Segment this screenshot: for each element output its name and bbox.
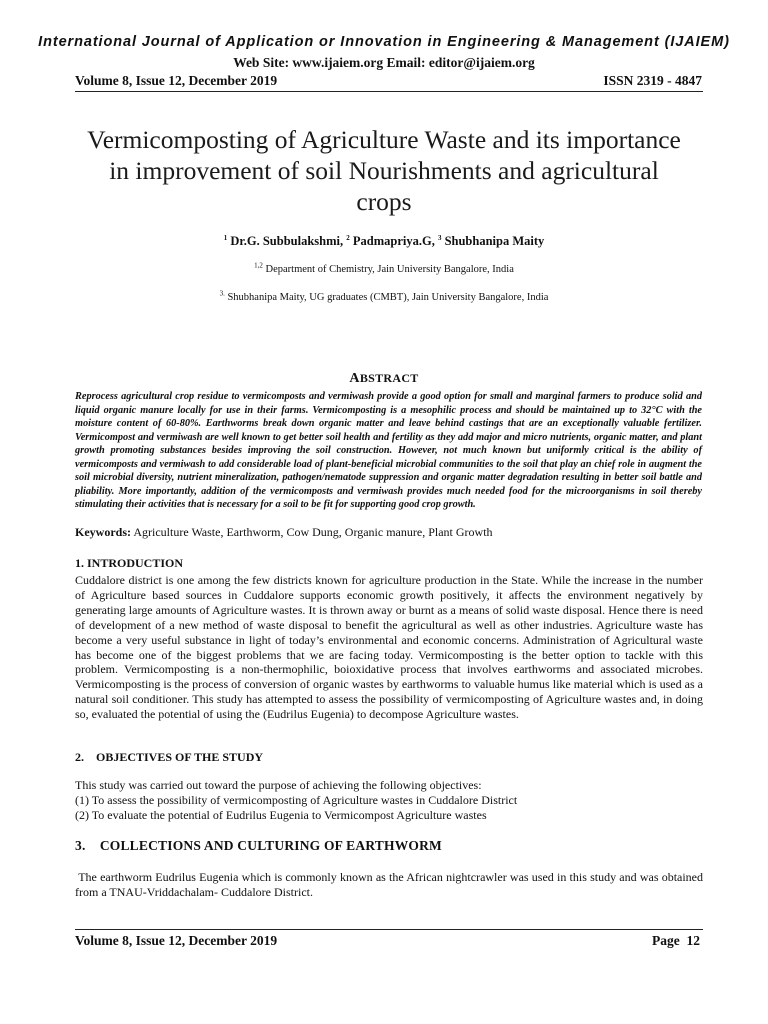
affiliation-2 (0, 289, 768, 303)
abstract-heading-rest: BSTRACT (359, 371, 419, 385)
paper-title: Vermicomposting of Agriculture Waste and its importance in improvement of soil Nourishments and agricultural crops (87, 125, 681, 216)
section-1-text: Cuddalore district is one among the few districts known for agriculture production in the State. While the increase in the number of Agriculture based sources in Cuddalore supports economic growth positively, it affects the environment negatively by generating large amounts of Agriculture wastes. It is thrown away or burnt as a means of solid waste disposal. Hence there is need of development of a new method of waste disposal to benefit the agricultural as well as other industries. Agriculture waste has become a very useful substance in light of today’s environmental and economic concerns. Administration of Agricultural waste has become one of the biggest problems that we are facing today. Vermicomposting is the better option to tackle with this problem. Vermicomposting is a non-thermophilic, boioxidative process that involves earthworms and associated microbes. Vermicomposting is the process of conversion of organic wastes by earthworms to valuable humus like material which is used as a natural soil conditioner. This study has attempted to assess the possibility of vermicomposting of Agriculture wastes and, in doing so, evaluated the potential of using the (Eudrilus Eugenia) to decompose Agriculture wastes. (75, 573, 703, 722)
objective-1: (1) To assess the possibility of vermicomposting of Agriculture wastes in Cuddalore District (75, 793, 518, 807)
author-1-name: Dr.G. Subbulakshmi, (230, 234, 344, 248)
journal-website: Web Site: www.ijaiem.org Email: editor@ijaiem.org (233, 55, 535, 70)
keywords-list: Agriculture Waste, Earthworm, Cow Dung, Organic manure, Plant Growth (133, 525, 493, 539)
affiliation-1 (0, 261, 768, 275)
footer-page: Page 12 (652, 933, 700, 948)
affiliation-2-sup: 3. (219, 289, 225, 298)
author-3-sup: 3 (437, 233, 442, 242)
abstract-heading-initial: A (349, 371, 360, 386)
header-issn: ISSN 2319 - 4847 (603, 73, 702, 88)
abstract-heading (0, 371, 768, 387)
affiliation-2-text: Shubhanipa Maity, UG graduates (CMBT), Jain University Bangalore, India (227, 292, 549, 303)
section-3-text: The earthworm Eudrilus Eugenia which is commonly known as the African nightcrawler was used in this study and was obtained from a TNAU-Vriddachalam- Cuddalore District. (75, 870, 707, 899)
keywords-label: Keywords: (75, 525, 131, 539)
footer-volume: Volume 8, Issue 12, December 2019 (75, 933, 278, 948)
section-2-heading: 2. OBJECTIVES OF THE STUDY (75, 750, 264, 764)
journal-name: International Journal of Application or Innovation in Engineering & Management (IJAIEM) (38, 34, 730, 50)
author-1-sup: 1 (223, 233, 228, 242)
affiliation-1-text: Department of Chemistry, Jain University Bangalore, India (265, 264, 514, 275)
affiliation-1-sup: 1,2 (254, 261, 263, 270)
author-2-name: Padmapriya.G, (352, 234, 435, 248)
section-3-heading: 3. COLLECTIONS AND CULTURING OF EARTHWORM (75, 838, 442, 853)
author-list (0, 234, 768, 249)
author-3-name: Shubhanipa Maity (444, 234, 545, 248)
objective-2: (2) To evaluate the potential of Eudrilus Eugenia to Vermicompost Agriculture wastes (75, 808, 487, 822)
objectives-intro: This study was carried out toward the purpose of achieving the following objectives: (75, 778, 482, 792)
footer-rule (75, 929, 703, 930)
abstract-text: Reprocess agricultural crop residue to vermicomposts and vermiwash provide a good option for small and marginal farmers to produce solid and liquid organic manure locally for use in their farms. Vermicomposting is a mesophilic process and should be maintained up to 32°C with the moisture content of 60-80%. Earthworms break down organic matter and leave behind castings that are an exceptionally valuable fertilizer. Vermicompost and vermiwash are well known to get better soil health and fertility as they add major and micro nutrients, organic matter, and plant growth promoting substances besides improving the soil construction. However, not much known but uniformly critical is the ability of vermicomposts and vermiwash to add considerable load of plant-beneficial microbial communities to the soil that play an chief role in augment the soil microbial diversity, nutrient mineralization, pathogen/nematode suppression and organic matter degradation resulting in better soil battle and pliability. More importantly, addition of the vermicomposts and vermiwash provides much needed food for the microorganisms in soil thereby stimulating their activities that is necessary for a soil to be fit for supporting good crop growth. (75, 391, 702, 510)
header-rule (75, 91, 703, 92)
keywords-line (75, 525, 702, 540)
header-volume: Volume 8, Issue 12, December 2019 (75, 73, 278, 88)
section-1-heading: 1. INTRODUCTION (75, 556, 184, 570)
author-2-sup: 2 (346, 233, 350, 242)
